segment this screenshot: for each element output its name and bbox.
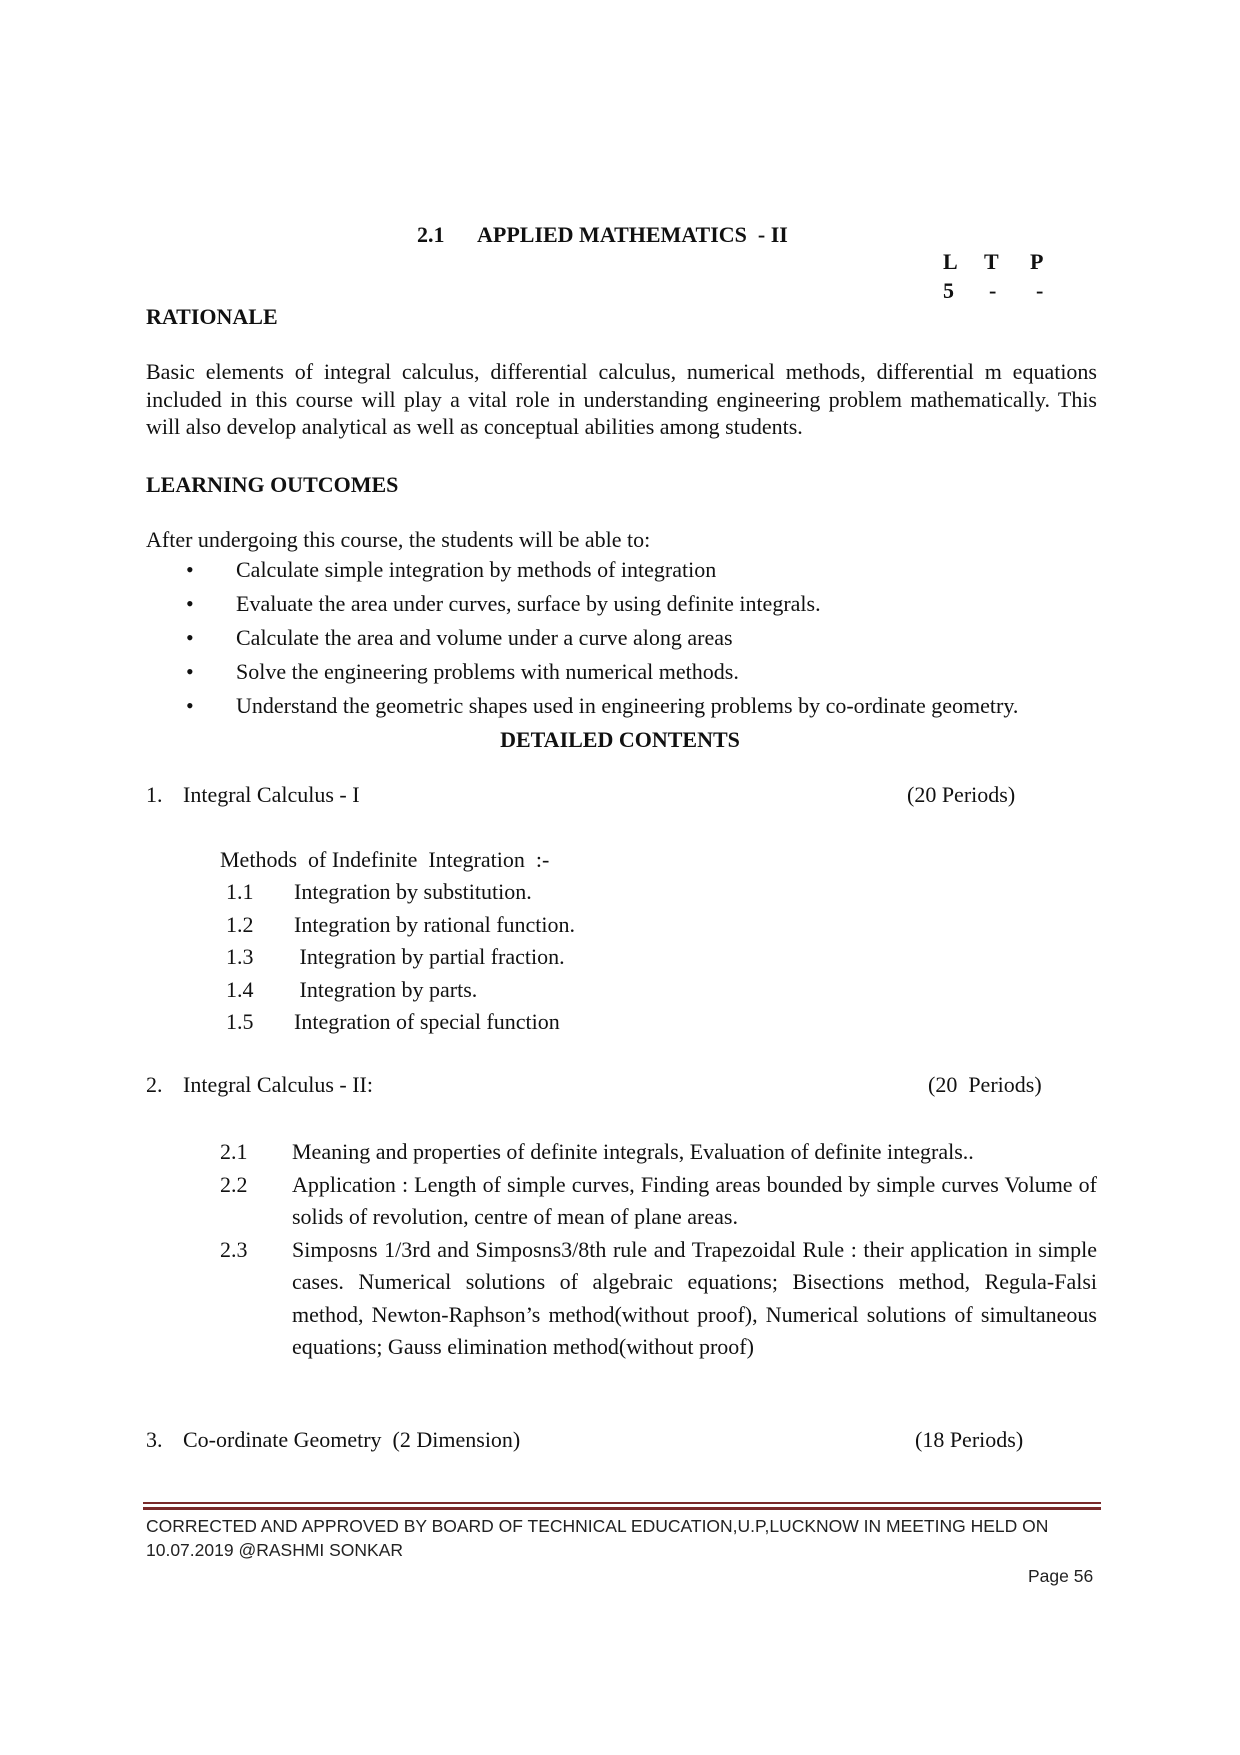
list-item: • Understand the geometric shapes used in engineering problems by co-ordinate geometry. (186, 691, 1126, 725)
bullet-icon: • (186, 557, 194, 582)
rationale-heading: RATIONALE (146, 304, 278, 329)
bullet-icon: • (186, 659, 194, 684)
list-item: 2.1 Meaning and properties of definite integrals, Evaluation of definite integrals.. (220, 1139, 974, 1164)
detailed-contents-heading: DETAILED CONTENTS (500, 727, 740, 752)
ltp-label-p: P (1030, 249, 1044, 274)
list-item: 1.2 Integration by rational function. (226, 911, 576, 937)
list-item: 1.4 Integration by parts. (226, 976, 478, 1002)
ltp-value-p: - (1036, 278, 1044, 303)
unit1-periods: (20 Periods) (907, 782, 1016, 807)
unit2-number: 2. (146, 1072, 163, 1097)
ltp-value-t: - (989, 278, 997, 303)
bullet-icon: • (186, 693, 194, 718)
bullet-icon: • (186, 625, 194, 650)
footer-line-1: CORRECTED AND APPROVED BY BOARD OF TECHNICAL EDUCATION,U.P,LUCKNOW IN MEETING HELD ON (146, 1516, 1049, 1536)
unit1-number: 1. (146, 782, 163, 807)
list-item: 2.2 Application : Length of simple curves, Finding areas bounded by simple curves Volume of solids of revolution, centre of mean of plane areas. (220, 1171, 1097, 1229)
unit3-number: 3. (146, 1427, 163, 1452)
unit2-periods: (20 Periods) (928, 1072, 1042, 1097)
unit1-title: Integral Calculus - I (183, 782, 360, 807)
bullet-icon: • (186, 591, 194, 616)
course-number: 2.1 (417, 222, 445, 247)
unit3-title: Co-ordinate Geometry (2 Dimension) (183, 1427, 521, 1452)
list-item: 1.1 Integration by substitution. (226, 879, 532, 904)
unit2-items (220, 1136, 1097, 1364)
footer-line-2: 10.07.2019 @RASHMI SONKAR (146, 1540, 404, 1560)
list-item: • Calculate the area and volume under a curve along areas (186, 623, 1126, 657)
learning-outcomes-list (186, 555, 1126, 725)
ltp-label-t: T (984, 249, 999, 274)
unit1-subheading: Methods of Indefinite Integration :- (220, 847, 550, 872)
ltp-label-l: L (943, 249, 958, 274)
list-item: 1.3 Integration by partial fraction. (226, 944, 565, 969)
list-item: 1.5 Integration of special function (226, 1009, 560, 1034)
rationale-text: Basic elements of integral calculus, differential calculus, numerical methods, differential m equations included in this course will play a vital role in understanding engineering problem mathematically. This will also develop analytical as well as conceptual abilities among students. (146, 359, 1097, 439)
unit3-periods: (18 Periods) (915, 1427, 1024, 1452)
page-number: Page 56 (1028, 1566, 1094, 1586)
course-title: APPLIED MATHEMATICS - II (477, 222, 788, 247)
footer-rule-bottom (143, 1507, 1101, 1510)
list-item: • Evaluate the area under curves, surface by using definite integrals. (186, 589, 1126, 623)
learning-outcomes-intro: After undergoing this course, the students will be able to: (146, 527, 651, 552)
footer-rule-top (143, 1502, 1101, 1504)
unit1-items (226, 877, 575, 1040)
list-item: • Calculate simple integration by methods of integration (186, 555, 1126, 589)
unit2-title: Integral Calculus - II: (183, 1072, 373, 1097)
learning-outcomes-heading: LEARNING OUTCOMES (146, 472, 399, 497)
ltp-value-l: 5 (943, 278, 954, 303)
list-item: 2.3 Simposns 1/3rd and Simposns3/8th rule and Trapezoidal Rule : their application in simple cases. Numerical solutions of algebraic equations; Bisections method, Regula-Falsi method, Newton-Raphson’s method(without proof), Numerical solutions of simultaneous equations; Gauss elimination method(without proof) (220, 1236, 1097, 1359)
list-item: • Solve the engineering problems with numerical methods. (186, 657, 1126, 691)
